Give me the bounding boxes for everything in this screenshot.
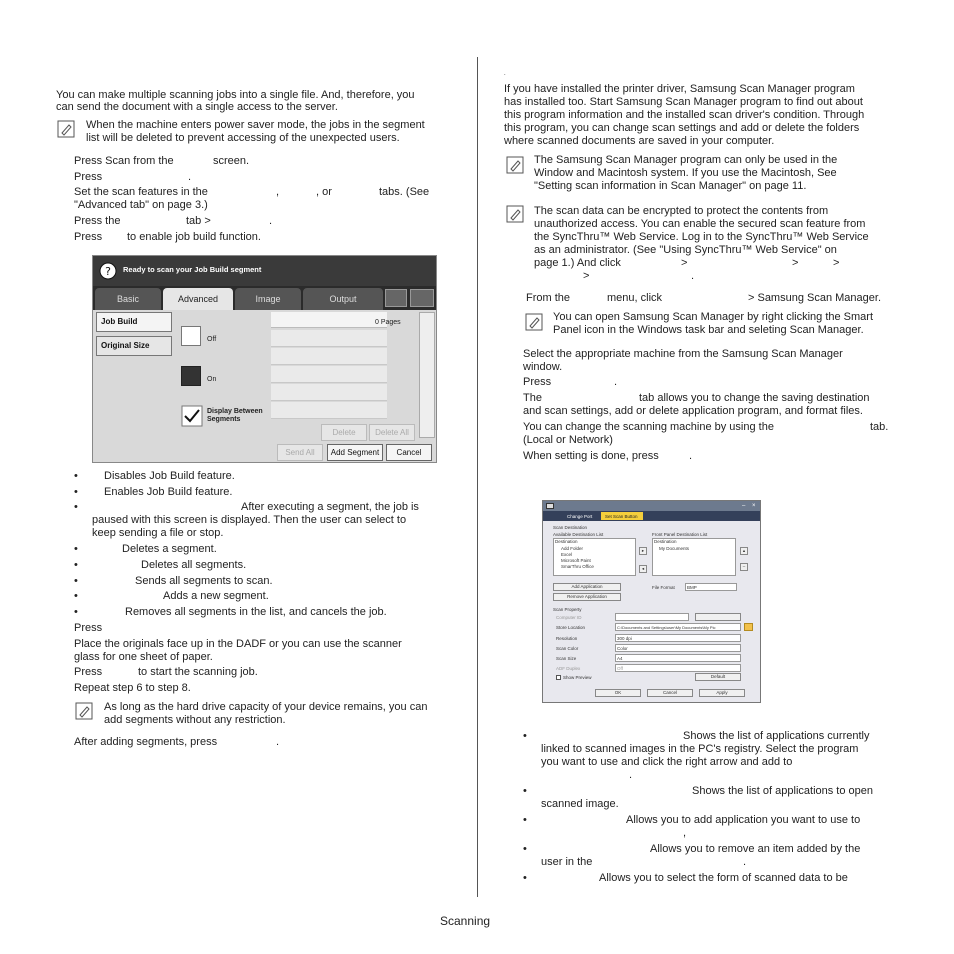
sm-cancel-button[interactable]: Cancel (647, 689, 693, 697)
sm-size-select[interactable] (615, 654, 741, 662)
bullet-dot: • (523, 843, 527, 855)
r-bullet-5: Allows you to select the form of scanned data to be (599, 872, 848, 884)
close-icon[interactable]: × (752, 503, 756, 509)
sm-color-label: Scan Color (556, 646, 579, 651)
step3-d: tabs. (See (379, 186, 430, 198)
r-intro-3: this program information and the installed scan driver's condition. Through (504, 109, 865, 121)
page-footer: Scanning (440, 914, 491, 928)
tab-basic[interactable]: Basic (95, 288, 161, 310)
sm-remove-icon[interactable]: – (740, 563, 748, 571)
folder-icon[interactable] (744, 623, 753, 631)
r-note1-3: "Setting scan information in Scan Manager" on page 11. (534, 180, 807, 192)
sm-preview-label: Show Preview (563, 675, 592, 680)
on-radio[interactable] (181, 366, 201, 386)
sm-resolution-label: Resolution (556, 636, 578, 641)
svg-text:?: ? (105, 265, 111, 278)
bullet-display-cont-2: keep sending a file or stop. (92, 527, 224, 539)
r-bullet-4-cont-b: . (743, 856, 747, 868)
r-step-3a: The (523, 392, 542, 404)
r-step-4c: (Local or Network) (523, 434, 613, 446)
r-bullet-4-cont-a: user in the (541, 856, 593, 868)
bullet-dot: • (74, 559, 78, 571)
sm-adf-value: Off (617, 666, 623, 671)
side-original-size[interactable]: Original Size (96, 336, 172, 356)
sm-arrow-left-icon[interactable]: ◂ (639, 565, 647, 573)
delete-button[interactable]: Delete (321, 424, 367, 441)
r-step-1a: Select the appropriate machine from the Samsung Scan Manager (523, 348, 843, 360)
note-icon (75, 702, 93, 720)
sm-dest-header: Destination (555, 539, 578, 544)
segment-row[interactable] (271, 366, 387, 383)
r-step-5b: . (689, 450, 693, 462)
note1-line-2: list will be deleted to prevent accessing of the unexpected users. (86, 132, 400, 144)
step2-a: Press (74, 171, 103, 183)
bullet-off: Disables Job Build feature. (104, 470, 235, 482)
r-note2-1: The scan data can be encrypted to protect the contents from (534, 205, 829, 217)
intro-line-2: can send the document with a single access to the server. (56, 101, 338, 113)
job-build-panel (92, 255, 437, 463)
sm-list-item[interactable]: Excel (561, 552, 573, 557)
r-note2-gt2: > (792, 257, 799, 269)
r-intro-1: If you have installed the printer driver, Samsung Scan Manager program (504, 83, 855, 95)
r-step-5a: When setting is done, press (523, 450, 659, 462)
step3-a: Set the scan features in the (74, 186, 208, 198)
sm-disabled-button[interactable] (695, 613, 741, 621)
r-note2-5: page 1.) And click (534, 257, 621, 269)
bullet-dot: • (74, 606, 78, 618)
delete-all-button[interactable]: Delete All (369, 424, 415, 441)
step3-e: "Advanced tab" on page 3.) (74, 199, 208, 211)
pages-header (271, 312, 387, 328)
step4-b: tab > (186, 215, 211, 227)
cancel-button[interactable]: Cancel (386, 444, 432, 461)
sm-store-value: C:\Documents and Settings\user\My Documents\My Pic (617, 625, 716, 630)
sm-computer-id-label: Computer ID (556, 615, 582, 620)
bullet-dot: • (74, 575, 78, 587)
sm-ok-button[interactable]: OK (595, 689, 641, 697)
sm-file-format-value: BMP (687, 585, 697, 590)
panel-header-text: Ready to scan your Job Build segment (123, 265, 262, 274)
r-note2-4: as an administrator. (See "Using SyncThru™ Web Service" on (534, 244, 837, 256)
sm-file-format-label: File Format (652, 585, 675, 590)
r-step-2a: Press (523, 376, 552, 388)
bullet-send-all: Sends all segments to scan. (135, 575, 273, 587)
off-label: Off (207, 336, 217, 343)
bullet-display: After executing a segment, the job is (241, 501, 419, 513)
sm-color-value: Color (617, 646, 628, 651)
r-note2-gt1: > (681, 257, 688, 269)
step-press: Press (74, 622, 103, 634)
bullet-delete-all: Deletes all segments. (141, 559, 247, 571)
bullet-dot: • (74, 543, 78, 555)
r-bullet-3: Allows you to add application you want to use to (626, 814, 861, 826)
r-bullet-3-cont: , (683, 827, 687, 839)
heading-dot: . (504, 71, 506, 77)
step-place-1: Place the originals face up in the DADF or you can use the scanner (74, 638, 402, 650)
bullet-add-segment: Adds a new segment. (163, 590, 269, 602)
sm-avail-label: Available Destination List (553, 532, 604, 537)
r-note2-gt3: > (833, 257, 840, 269)
checkbox-display-icon[interactable] (181, 405, 203, 427)
r-step-3b: tab allows you to change the saving destination (639, 392, 870, 404)
sm-default-button[interactable]: Default (695, 673, 741, 681)
sm-group-dest: Scan Destination (553, 525, 588, 530)
sm-size-label: Scan Size (556, 656, 577, 661)
sm-color-select[interactable] (615, 644, 741, 652)
bullet-cancel: Removes all segments in the list, and cancels the job. (125, 606, 387, 618)
final-b: . (276, 736, 280, 748)
sm-size-value: A4 (617, 656, 623, 661)
sm-tab-set-scan[interactable]: Set Scan Button (605, 514, 638, 519)
r-step-1b: window. (523, 361, 563, 373)
step-repeat: Repeat step 6 to step 8. (74, 682, 191, 694)
r-step-2b: . (614, 376, 618, 388)
scan-manager-window (542, 500, 761, 703)
fax-icon[interactable] (385, 289, 407, 307)
minimize-icon[interactable]: – (742, 503, 746, 509)
bullet-dot: • (74, 486, 78, 498)
sm-titlebar (543, 501, 761, 511)
r-step-4a: You can change the scanning machine by using the (523, 421, 774, 433)
r-bullet-2: Shows the list of applications to open (692, 785, 874, 797)
sm-front-item[interactable]: My Documents (659, 546, 690, 551)
sm-remove-app-button[interactable]: Remove Application (553, 593, 621, 601)
step-press-start-a: Press (74, 666, 103, 678)
sm-list-item[interactable]: Microsoft Paint (561, 558, 591, 563)
on-label: On (207, 376, 217, 383)
panel-tabs (93, 286, 437, 310)
sm-computer-id-input[interactable] (615, 613, 689, 621)
sm-preview-checkbox[interactable] (556, 675, 561, 680)
step-press-start-b: to start the scanning job. (138, 666, 258, 678)
step2-b: . (188, 171, 192, 183)
intro-line-1: You can make multiple scanning jobs into a single file. And, therefore, you (56, 89, 415, 101)
segment-row[interactable] (271, 402, 387, 419)
note-icon (506, 156, 524, 174)
r-note3-1: You can open Samsung Scan Manager by right clicking the Smart (553, 311, 873, 323)
note1-line-1: When the machine enters power saver mode, the jobs in the segment (86, 119, 425, 131)
off-radio[interactable] (181, 326, 201, 346)
step1-b: screen. (213, 155, 250, 167)
sm-group-prop: Scan Property (553, 607, 582, 612)
sm-tab-change-port[interactable]: Change Port (567, 514, 593, 519)
r-note2-2: unauthorized access. You can enable the secured scan feature from (534, 218, 866, 230)
r-note1-1: The Samsung Scan Manager program can only be used in the (534, 154, 838, 166)
bullet-display-cont-1: paused with this screen is displayed. Then the user can select to (92, 514, 407, 526)
step3-c: , or (316, 186, 332, 198)
r-intro-4: this program, you can change scan settings and add or delete the folders (504, 122, 860, 134)
r-note2-gt4: > (583, 270, 590, 282)
tab-advanced[interactable]: Advanced (163, 288, 233, 310)
step-place-2: glass for one sheet of paper. (74, 651, 213, 663)
sm-adf-label: ADF Duplex (556, 666, 581, 671)
segment-row[interactable] (271, 384, 387, 401)
bullet-dot: • (74, 501, 78, 513)
segment-row[interactable] (271, 348, 387, 365)
bullet-dot: • (523, 872, 527, 884)
sm-list-item[interactable]: Add Folder (561, 546, 584, 551)
bullet-dot: • (74, 470, 78, 482)
step4-a: Press the (74, 215, 121, 227)
bullet-dot: • (523, 814, 527, 826)
r-from-b: menu, click (607, 292, 663, 304)
sm-resolution-select[interactable] (615, 634, 741, 642)
note2-line-2: add segments without any restriction. (104, 714, 286, 726)
sm-tabs (543, 511, 761, 521)
printer-icon (546, 503, 554, 509)
note2-line-1: As long as the hard drive capacity of your device remains, you can (104, 701, 428, 713)
r-from-a: From the (526, 292, 571, 304)
panel-header (93, 256, 437, 286)
r-note1-2: Window and Macintosh system. If you use the Macintosh, See (534, 167, 837, 179)
sm-front-dest-header: Destination (654, 539, 677, 544)
r-bullet-1: Shows the list of applications currently (683, 730, 870, 742)
pages-count: 0 Pages (375, 319, 401, 326)
sm-apply-button[interactable]: Apply (699, 689, 745, 697)
tab-image[interactable]: Image (235, 288, 301, 310)
step3-b: , (276, 186, 280, 198)
step5-a: Press (74, 231, 103, 243)
r-bullet-2-cont: scanned image. (541, 798, 619, 810)
r-from-c: > Samsung Scan Manager. (748, 292, 881, 304)
note-icon (506, 205, 524, 223)
r-step-3c: and scan settings, add or delete application program, and format files. (523, 405, 863, 417)
r-note3-2: Panel icon in the Windows task bar and seleting Scan Manager. (553, 324, 864, 336)
r-intro-2: has installed too. Start Samsung Scan Manager program to find out about (504, 96, 863, 108)
send-all-button[interactable]: Send All (277, 444, 323, 461)
note-icon (525, 313, 543, 331)
scrollbar[interactable] (419, 312, 435, 438)
bullet-dot: • (523, 785, 527, 797)
bullet-delete: Deletes a segment. (122, 543, 217, 555)
sm-front-label: Front Panel Destination List (652, 532, 708, 537)
sm-arrow-right-icon[interactable]: ▸ (639, 547, 647, 555)
display-label-1: Display Between (207, 408, 263, 415)
sm-list-item[interactable]: SmarThru Office (561, 564, 594, 569)
sm-store-label: Store Location (556, 625, 586, 630)
r-bullet-1-cont-2: you want to use and click the right arrow and add to (541, 756, 793, 768)
r-note2-3: the SyncThru™ Web Service. Log in to the SyncThru™ Web Service (534, 231, 869, 243)
r-bullet-4: Allows you to remove an item added by the (650, 843, 861, 855)
bullet-on: Enables Job Build feature. (104, 486, 233, 498)
bullet-dot: • (74, 590, 78, 602)
display-label-2: Segments (207, 416, 241, 423)
bullet-dot: • (523, 730, 527, 742)
r-bullet-1-cont-1: linked to scanned images in the PC's registry. Select the program (541, 743, 859, 755)
r-bullet-1-cont-3: . (629, 769, 633, 781)
home-icon[interactable] (410, 289, 434, 307)
side-job-build[interactable]: Job Build (96, 312, 172, 332)
step4-c: . (269, 215, 273, 227)
sm-resolution-value: 300 dpi (617, 636, 632, 641)
r-step-4b: tab. (870, 421, 889, 433)
r-note2-end: . (691, 270, 695, 282)
segment-row[interactable] (271, 330, 387, 347)
note-icon (57, 120, 75, 138)
add-segment-button[interactable]: Add Segment (327, 444, 383, 461)
sm-add-app-button[interactable]: Add Application (553, 583, 621, 591)
tab-output[interactable]: Output (303, 288, 383, 310)
help-icon[interactable] (99, 262, 117, 280)
step1-a: Press Scan from the (74, 155, 174, 167)
step5-b: to enable job build function. (127, 231, 261, 243)
final-a: After adding segments, press (74, 736, 218, 748)
sm-up-icon[interactable]: ▴ (740, 547, 748, 555)
column-divider (477, 57, 478, 897)
r-intro-5: where scanned documents are saved in your computer. (504, 135, 775, 147)
sm-adf-select[interactable] (615, 664, 741, 672)
